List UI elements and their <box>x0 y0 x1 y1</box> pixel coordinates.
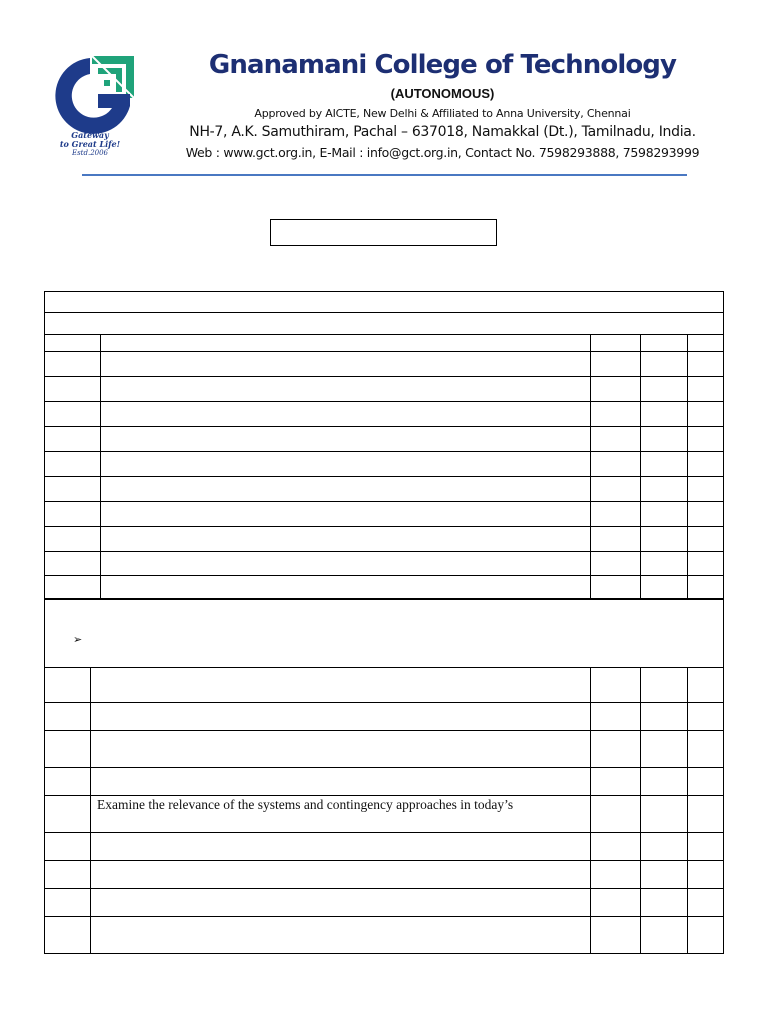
part-a-mark-cell <box>590 451 641 477</box>
part-a-level-cell <box>687 334 724 352</box>
part-a-level-cell <box>687 575 724 600</box>
part-b-level-cell <box>687 795 724 833</box>
part-b-level-cell <box>687 702 724 731</box>
part-a-question-cell <box>100 401 591 427</box>
part-a-question-cell <box>100 575 591 600</box>
contact-line: Web : www.gct.org.in, E-Mail : info@gct.org.in, Contact No. 7598293888, 7598293999 <box>185 145 700 160</box>
part-a-question-cell <box>100 376 591 402</box>
part-b-co-cell <box>640 795 688 833</box>
part-b-co-cell <box>640 667 688 703</box>
part-a-question-cell <box>100 451 591 477</box>
part-b-mark-cell <box>590 702 641 731</box>
part-a-co-cell <box>640 526 688 552</box>
part-b-co-cell <box>640 730 688 768</box>
part-a-question-cell <box>100 551 591 576</box>
part-a-mark-cell <box>590 426 641 452</box>
part-b-co-cell <box>640 702 688 731</box>
part-a-level-cell <box>687 376 724 402</box>
part-a-question-cell <box>100 351 591 377</box>
part-b-mark-cell <box>590 860 641 889</box>
part-a-mark-cell <box>590 575 641 600</box>
part-b-co-cell <box>640 888 688 917</box>
part-b-co-cell <box>640 767 688 796</box>
part-a-co-cell <box>640 334 688 352</box>
part-b-level-cell <box>687 730 724 768</box>
part-b-question-cell <box>90 702 591 731</box>
part-a-number-cell <box>44 501 101 527</box>
part-b-mark-cell <box>590 667 641 703</box>
part-b-mark-cell <box>590 795 641 833</box>
part-a-number-cell <box>44 426 101 452</box>
part-b-question-cell <box>90 916 591 954</box>
part-b-level-cell <box>687 888 724 917</box>
part-b-level-cell <box>687 832 724 861</box>
part-a-co-cell <box>640 575 688 600</box>
part-b-co-cell <box>640 916 688 954</box>
tagline-line2: to Great Life! <box>59 139 121 149</box>
part-b-number-cell <box>44 667 91 703</box>
part-b-question-cell <box>90 730 591 768</box>
part-b-level-cell <box>687 767 724 796</box>
part-b-level-cell <box>687 916 724 954</box>
part-a-co-cell <box>640 376 688 402</box>
address-line: NH-7, A.K. Samuthiram, Pachal – 637018, Namakkal (Dt.), Tamilnadu, India. <box>189 124 696 140</box>
tagline-line1: Gateway <box>71 130 109 140</box>
part-a-level-cell <box>687 476 724 502</box>
part-a-mark-cell <box>590 351 641 377</box>
part-a-number-cell <box>44 334 101 352</box>
part-b-number-cell <box>44 860 91 889</box>
part-b-number-cell <box>44 730 91 768</box>
section-bullet: ➢ <box>73 633 83 646</box>
part-a-co-cell <box>640 426 688 452</box>
part-a-number-cell <box>44 575 101 600</box>
approval-line: Approved by AICTE, New Delhi & Affiliated to Anna University, Chennai <box>254 107 631 120</box>
part-a-question-cell <box>100 426 591 452</box>
table-subheader-row <box>44 312 724 335</box>
part-b-header-row <box>44 598 724 668</box>
part-b-number-cell <box>44 832 91 861</box>
part-a-level-cell <box>687 551 724 576</box>
part-a-mark-cell <box>590 476 641 502</box>
part-b-number-cell <box>44 916 91 954</box>
part-b-mark-cell <box>590 916 641 954</box>
part-b-number-cell <box>44 702 91 731</box>
part-a-number-cell <box>44 551 101 576</box>
part-a-question-cell <box>100 476 591 502</box>
part-a-mark-cell <box>590 401 641 427</box>
part-a-mark-cell <box>590 334 641 352</box>
part-a-mark-cell <box>590 526 641 552</box>
part-a-number-cell <box>44 401 101 427</box>
part-a-level-cell <box>687 351 724 377</box>
part-b-question-cell <box>90 888 591 917</box>
part-a-question-cell <box>100 334 591 352</box>
part-b-mark-cell <box>590 888 641 917</box>
part-a-number-cell <box>44 476 101 502</box>
part-a-mark-cell <box>590 551 641 576</box>
part-b-mark-cell <box>590 832 641 861</box>
part-b-co-cell <box>640 832 688 861</box>
part-a-mark-cell <box>590 501 641 527</box>
part-a-number-cell <box>44 376 101 402</box>
part-a-number-cell <box>44 451 101 477</box>
part-b-question-cell <box>90 667 591 703</box>
autonomous-status: (AUTONOMOUS) <box>390 86 495 101</box>
part-a-co-cell <box>640 451 688 477</box>
part-a-number-cell <box>44 351 101 377</box>
part-b-question-cell <box>90 860 591 889</box>
part-a-level-cell <box>687 501 724 527</box>
part-a-level-cell <box>687 401 724 427</box>
part-a-co-cell <box>640 476 688 502</box>
part-b-mark-cell <box>590 767 641 796</box>
part-a-co-cell <box>640 551 688 576</box>
part-b-co-cell <box>640 860 688 889</box>
question-text: Examine the relevance of the systems and contingency approaches in today’s <box>97 797 514 812</box>
part-a-question-cell <box>100 501 591 527</box>
part-b-number-cell <box>44 767 91 796</box>
part-a-level-cell <box>687 451 724 477</box>
college-name: Gnanamani College of Technology <box>208 50 677 80</box>
part-a-co-cell <box>640 351 688 377</box>
part-b-level-cell <box>687 860 724 889</box>
table-header-row <box>44 291 724 313</box>
part-a-number-cell <box>44 526 101 552</box>
part-a-question-cell <box>100 526 591 552</box>
part-b-number-cell <box>44 795 91 833</box>
part-b-question-cell <box>90 767 591 796</box>
part-b-question-cell <box>90 832 591 861</box>
part-b-number-cell <box>44 888 91 917</box>
part-a-co-cell <box>640 401 688 427</box>
part-a-co-cell <box>640 501 688 527</box>
part-b-level-cell <box>687 667 724 703</box>
tagline-established: Estd.2006 <box>71 149 109 157</box>
part-a-mark-cell <box>590 376 641 402</box>
part-b-mark-cell <box>590 730 641 768</box>
part-a-level-cell <box>687 526 724 552</box>
part-a-level-cell <box>687 426 724 452</box>
